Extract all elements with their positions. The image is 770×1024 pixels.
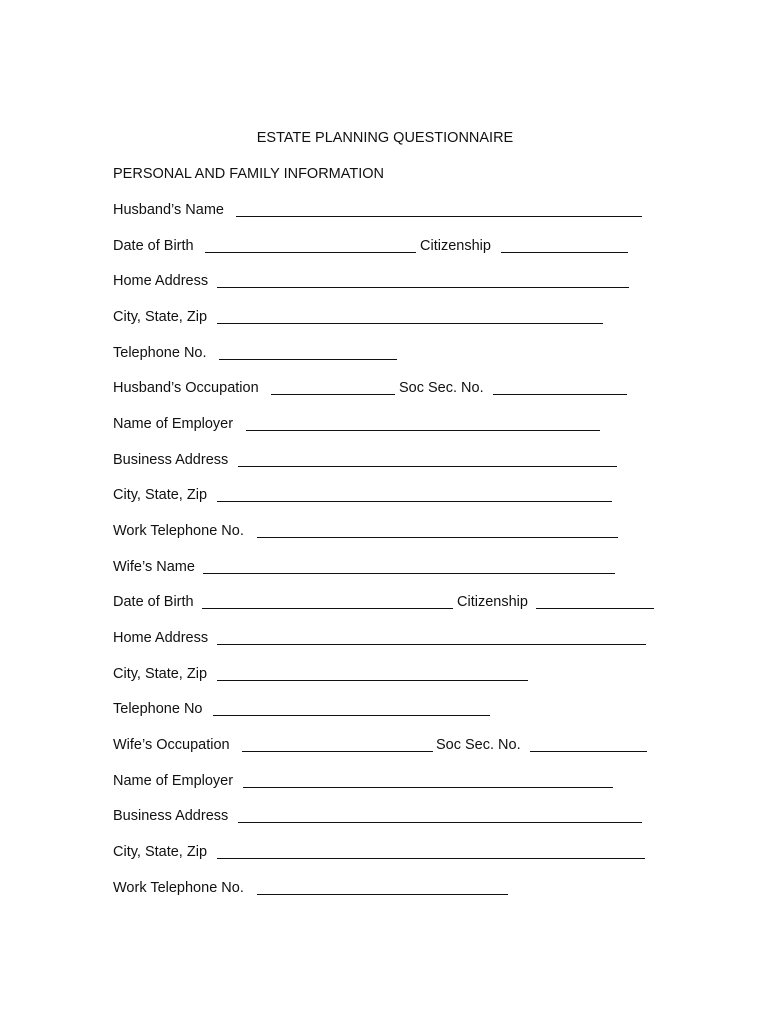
wife-soc-sec-label: Soc Sec. No.	[436, 737, 521, 753]
husband-city-label: City, State, Zip	[113, 309, 208, 325]
wife-home-address-label: Home Address	[113, 630, 209, 646]
husband-work-telephone-label: Work Telephone No.	[113, 523, 244, 539]
wife-business-city-label: City, State, Zip	[113, 844, 208, 860]
wife-home-address-field[interactable]	[217, 644, 646, 645]
husband-employer-field[interactable]	[246, 430, 600, 431]
wife-employer-label: Name of Employer	[113, 773, 234, 789]
document-title: ESTATE PLANNING QUESTIONNAIRE	[256, 130, 514, 146]
husband-employer-label: Name of Employer	[113, 416, 234, 432]
wife-dob-field[interactable]	[202, 608, 453, 609]
husband-telephone-label: Telephone No.	[113, 345, 207, 361]
husband-dob-label: Date of Birth	[113, 238, 194, 254]
wife-business-address-label: Business Address	[113, 808, 229, 824]
wife-work-telephone-field[interactable]	[257, 894, 508, 895]
husband-occupation-label: Husband’s Occupation	[113, 380, 259, 396]
wife-occupation-label: Wife’s Occupation	[113, 737, 230, 753]
husband-name-field[interactable]	[236, 216, 642, 217]
husband-business-city-field[interactable]	[217, 501, 612, 502]
wife-employer-field[interactable]	[243, 787, 613, 788]
husband-occupation-field[interactable]	[271, 394, 395, 395]
wife-city-label: City, State, Zip	[113, 666, 208, 682]
husband-business-city-label: City, State, Zip	[113, 487, 208, 503]
wife-work-telephone-label: Work Telephone No.	[113, 880, 244, 896]
wife-name-field[interactable]	[203, 573, 615, 574]
husband-business-address-field[interactable]	[238, 466, 617, 467]
husband-work-telephone-field[interactable]	[257, 537, 618, 538]
wife-occupation-field[interactable]	[242, 751, 433, 752]
husband-soc-sec-field[interactable]	[493, 394, 627, 395]
wife-citizenship-field[interactable]	[536, 608, 654, 609]
husband-citizenship-field[interactable]	[501, 252, 628, 253]
husband-dob-field[interactable]	[205, 252, 416, 253]
wife-business-address-field[interactable]	[238, 822, 642, 823]
husband-telephone-field[interactable]	[219, 359, 397, 360]
wife-telephone-label: Telephone No	[113, 701, 203, 717]
wife-soc-sec-field[interactable]	[530, 751, 647, 752]
wife-dob-label: Date of Birth	[113, 594, 194, 610]
section-heading: PERSONAL AND FAMILY INFORMATION	[113, 166, 384, 182]
husband-city-field[interactable]	[217, 323, 603, 324]
husband-name-label: Husband’s Name	[113, 202, 224, 218]
wife-name-label: Wife’s Name	[113, 559, 195, 575]
wife-business-city-field[interactable]	[217, 858, 645, 859]
husband-citizenship-label: Citizenship	[420, 238, 491, 254]
husband-home-address-field[interactable]	[217, 287, 629, 288]
wife-city-field[interactable]	[217, 680, 528, 681]
husband-home-address-label: Home Address	[113, 273, 209, 289]
wife-citizenship-label: Citizenship	[457, 594, 528, 610]
wife-telephone-field[interactable]	[213, 715, 490, 716]
husband-soc-sec-label: Soc Sec. No.	[399, 380, 484, 396]
husband-business-address-label: Business Address	[113, 452, 229, 468]
